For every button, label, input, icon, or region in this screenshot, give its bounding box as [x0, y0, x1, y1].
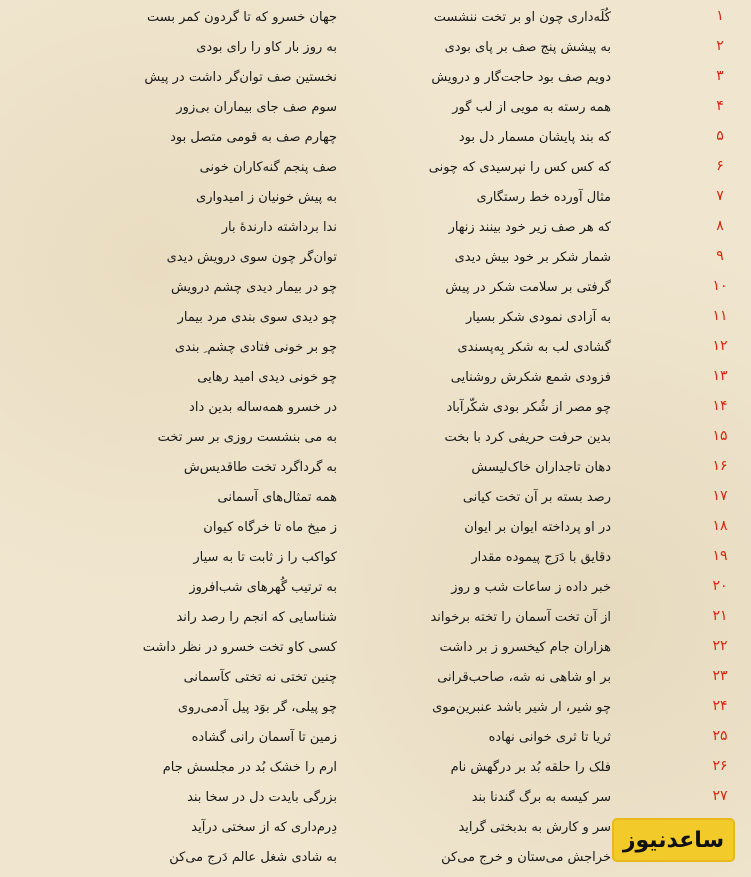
verse-number: ۱۲	[712, 338, 728, 354]
verse-row	[0, 392, 751, 422]
second-hemistich: دقایق با دَرَج پیموده مقدار	[471, 550, 611, 565]
first-hemistich: چهارم صف به قومی متصل بود	[170, 130, 337, 145]
verse-row	[0, 272, 751, 302]
verse-number: ۱۱	[712, 308, 728, 324]
verse-number: ۱۴	[712, 398, 728, 414]
second-hemistich: شمار شکر بر خود بیش دیدی	[454, 250, 611, 265]
second-hemistich: که کس کس را نپرسیدی که چونی	[428, 160, 611, 175]
verse-number: ۲۵	[712, 728, 728, 744]
verse-number: ۱۶	[712, 458, 728, 474]
logo-text: ساعدنیوز	[622, 827, 725, 853]
verse-number: ۱۸	[712, 518, 728, 534]
verse-number: ۱	[716, 8, 724, 24]
second-hemistich: هزاران جام کیخسرو ز بر داشت	[439, 640, 611, 655]
second-hemistich: دویم صف بود حاجت‌گار و درویش	[431, 70, 611, 85]
first-hemistich: توان‌گر چون سوی درویش دیدی	[166, 250, 337, 265]
verse-number: ۴	[716, 98, 724, 114]
second-hemistich: رصد بسته بر آن تخت کیانی	[462, 490, 611, 505]
verse-number: ۱۷	[712, 488, 728, 504]
first-hemistich: ندا برداشته دارندهٔ بار	[221, 220, 337, 235]
saadnews-logo	[612, 818, 735, 862]
second-hemistich: بدین حرفت حریفی کرد با بخت	[444, 430, 611, 445]
verse-row	[0, 242, 751, 272]
second-hemistich: گرفتی بر سلامت شکر در پیش	[445, 280, 611, 295]
first-hemistich: دِرم‌داری که از سختی درآید	[191, 820, 337, 835]
second-hemistich: فزودی شمع شکرش روشنایی	[450, 370, 611, 385]
first-hemistich: همه تمثال‌های آسمانی	[217, 490, 337, 505]
verse-number: ۶	[716, 158, 724, 174]
second-hemistich: کُلَه‌داری چون او بر تخت ننشست	[433, 10, 611, 25]
verse-row	[0, 572, 751, 602]
first-hemistich: جهان خسرو که تا گردون کمر بست	[147, 10, 337, 25]
verse-number: ۹	[716, 248, 724, 264]
first-hemistich: چو خونی دیدی امید رهایی	[197, 370, 337, 385]
first-hemistich: به گرداگرد تخت طاقدیس‌ش	[183, 460, 337, 475]
first-hemistich: کواکب را ز ثابت تا به سیار	[193, 550, 337, 565]
verse-row	[0, 2, 751, 32]
first-hemistich: شناسایی که انجم را رصد راند	[176, 610, 337, 625]
verse-row	[0, 92, 751, 122]
verse-number: ۱۳	[712, 368, 728, 384]
verse-number: ۷	[716, 188, 724, 204]
verse-number: ۲۰	[712, 578, 728, 594]
second-hemistich: که بند پایشان مسمار دل بود	[458, 130, 611, 145]
verse-row	[0, 122, 751, 152]
verse-number: ۱۰	[712, 278, 728, 294]
second-hemistich: سر و کارش به بدبختی گراید	[458, 820, 611, 835]
verse-number: ۲۲	[712, 638, 728, 654]
first-hemistich: چو در بیمار دیدی چشم درویش	[170, 280, 337, 295]
first-hemistich: بزرگی بایدت دل در سخا بند	[187, 790, 337, 805]
second-hemistich: خبر داده ز ساعات شب و روز	[451, 580, 611, 595]
second-hemistich: به آزادی نمودی شکر بسیار	[465, 310, 611, 325]
second-hemistich: سر کیسه به برگ گندنا بند	[471, 790, 611, 805]
verse-row	[0, 602, 751, 632]
verse-number: ۲۶	[712, 758, 728, 774]
verse-row	[0, 452, 751, 482]
verse-row	[0, 722, 751, 752]
second-hemistich: فلک را حلقه بُد بر درگهش نام	[450, 760, 611, 775]
second-hemistich: چو مصر از شُکر بودی شکّرآباد	[446, 400, 611, 415]
first-hemistich: نخستین صف توان‌گر داشت در پیش	[144, 70, 337, 85]
verse-row	[0, 332, 751, 362]
first-hemistich: سوم صف جای بیماران بی‌زور	[176, 100, 337, 115]
second-hemistich: بر او شاهی نه شه، صاحب‌قرانی	[437, 670, 611, 685]
second-hemistich: از آن تخت آسمان را تخته برخواند	[430, 610, 611, 625]
verse-number: ۱۹	[712, 548, 728, 564]
verse-row	[0, 482, 751, 512]
poem-table	[0, 2, 751, 872]
second-hemistich: که هر صف زیر خود بینند زنهار	[448, 220, 611, 235]
verse-number: ۵	[716, 128, 724, 144]
second-hemistich: به پیشش پنج صف بر پای بودی	[444, 40, 611, 55]
first-hemistich: زمین تا آسمان رانی گشاده	[191, 730, 337, 745]
second-hemistich: ثریا تا ثری خوانی نهاده	[488, 730, 611, 745]
verse-row	[0, 662, 751, 692]
second-hemistich: مثال آورده خط رستگاری	[476, 190, 611, 205]
first-hemistich: چو بر خونی فتادی چشم ِ بندی	[174, 340, 337, 355]
verse-row	[0, 302, 751, 332]
first-hemistich: ارم را خشک بُد در مجلسش جام	[162, 760, 337, 775]
verse-row	[0, 752, 751, 782]
first-hemistich: به پیش خونیان ز امیدواری	[196, 190, 337, 205]
verse-number: ۲۴	[712, 698, 728, 714]
second-hemistich: همه رسته به مویی از لب گور	[452, 100, 611, 115]
verse-number: ۲	[716, 38, 724, 54]
verse-row	[0, 422, 751, 452]
verse-number: ۱۵	[712, 428, 728, 444]
first-hemistich: چو پیلی، گر بوَد پیل آدمی‌روی	[177, 700, 337, 715]
first-hemistich: ز میخ ماه تا خرگاه کیوان	[203, 520, 337, 535]
second-hemistich: چو شیر، ار شیر باشد عنبرین‌موی	[432, 700, 611, 715]
first-hemistich: به می بنشست روزی بر سر تخت	[157, 430, 337, 445]
verse-row	[0, 512, 751, 542]
first-hemistich: چنین تختی نه تختی کآسمانی	[183, 670, 337, 685]
verse-row	[0, 632, 751, 662]
verse-number: ۸	[716, 218, 724, 234]
verse-row	[0, 692, 751, 722]
first-hemistich: چو دیدی سوی بندی مرد بیمار	[177, 310, 337, 325]
verse-number: ۲۱	[712, 608, 728, 624]
first-hemistich: به روز بار کاو را رای بودی	[196, 40, 337, 55]
verse-row	[0, 212, 751, 242]
first-hemistich: صف پنجم گنه‌کاران خونی	[199, 160, 337, 175]
first-hemistich: کسی کاو تخت خسرو در نظر داشت	[142, 640, 337, 655]
verse-row	[0, 362, 751, 392]
verse-row	[0, 152, 751, 182]
verse-number: ۳	[716, 68, 724, 84]
first-hemistich: به شادی شغل عالم دَرج می‌کن	[169, 850, 337, 865]
first-hemistich: به ترتیب گُهرهای شب‌افروز	[189, 580, 337, 595]
verse-row	[0, 62, 751, 92]
second-hemistich: گشادی لب به شکر بِه‌پسندی	[457, 340, 611, 355]
verse-number: ۲۳	[712, 668, 728, 684]
verse-row	[0, 542, 751, 572]
first-hemistich: در خسرو همه‌ساله بدین داد	[189, 400, 337, 415]
second-hemistich: خراجش می‌ستان و خرج می‌کن	[441, 850, 611, 865]
second-hemistich: در او پرداخته ایوان بر ایوان	[464, 520, 611, 535]
verse-number: ۲۷	[712, 788, 728, 804]
verse-row	[0, 182, 751, 212]
verse-row	[0, 32, 751, 62]
second-hemistich: دهان تاجداران خاک‌لیسش	[471, 460, 611, 475]
verse-row	[0, 782, 751, 812]
